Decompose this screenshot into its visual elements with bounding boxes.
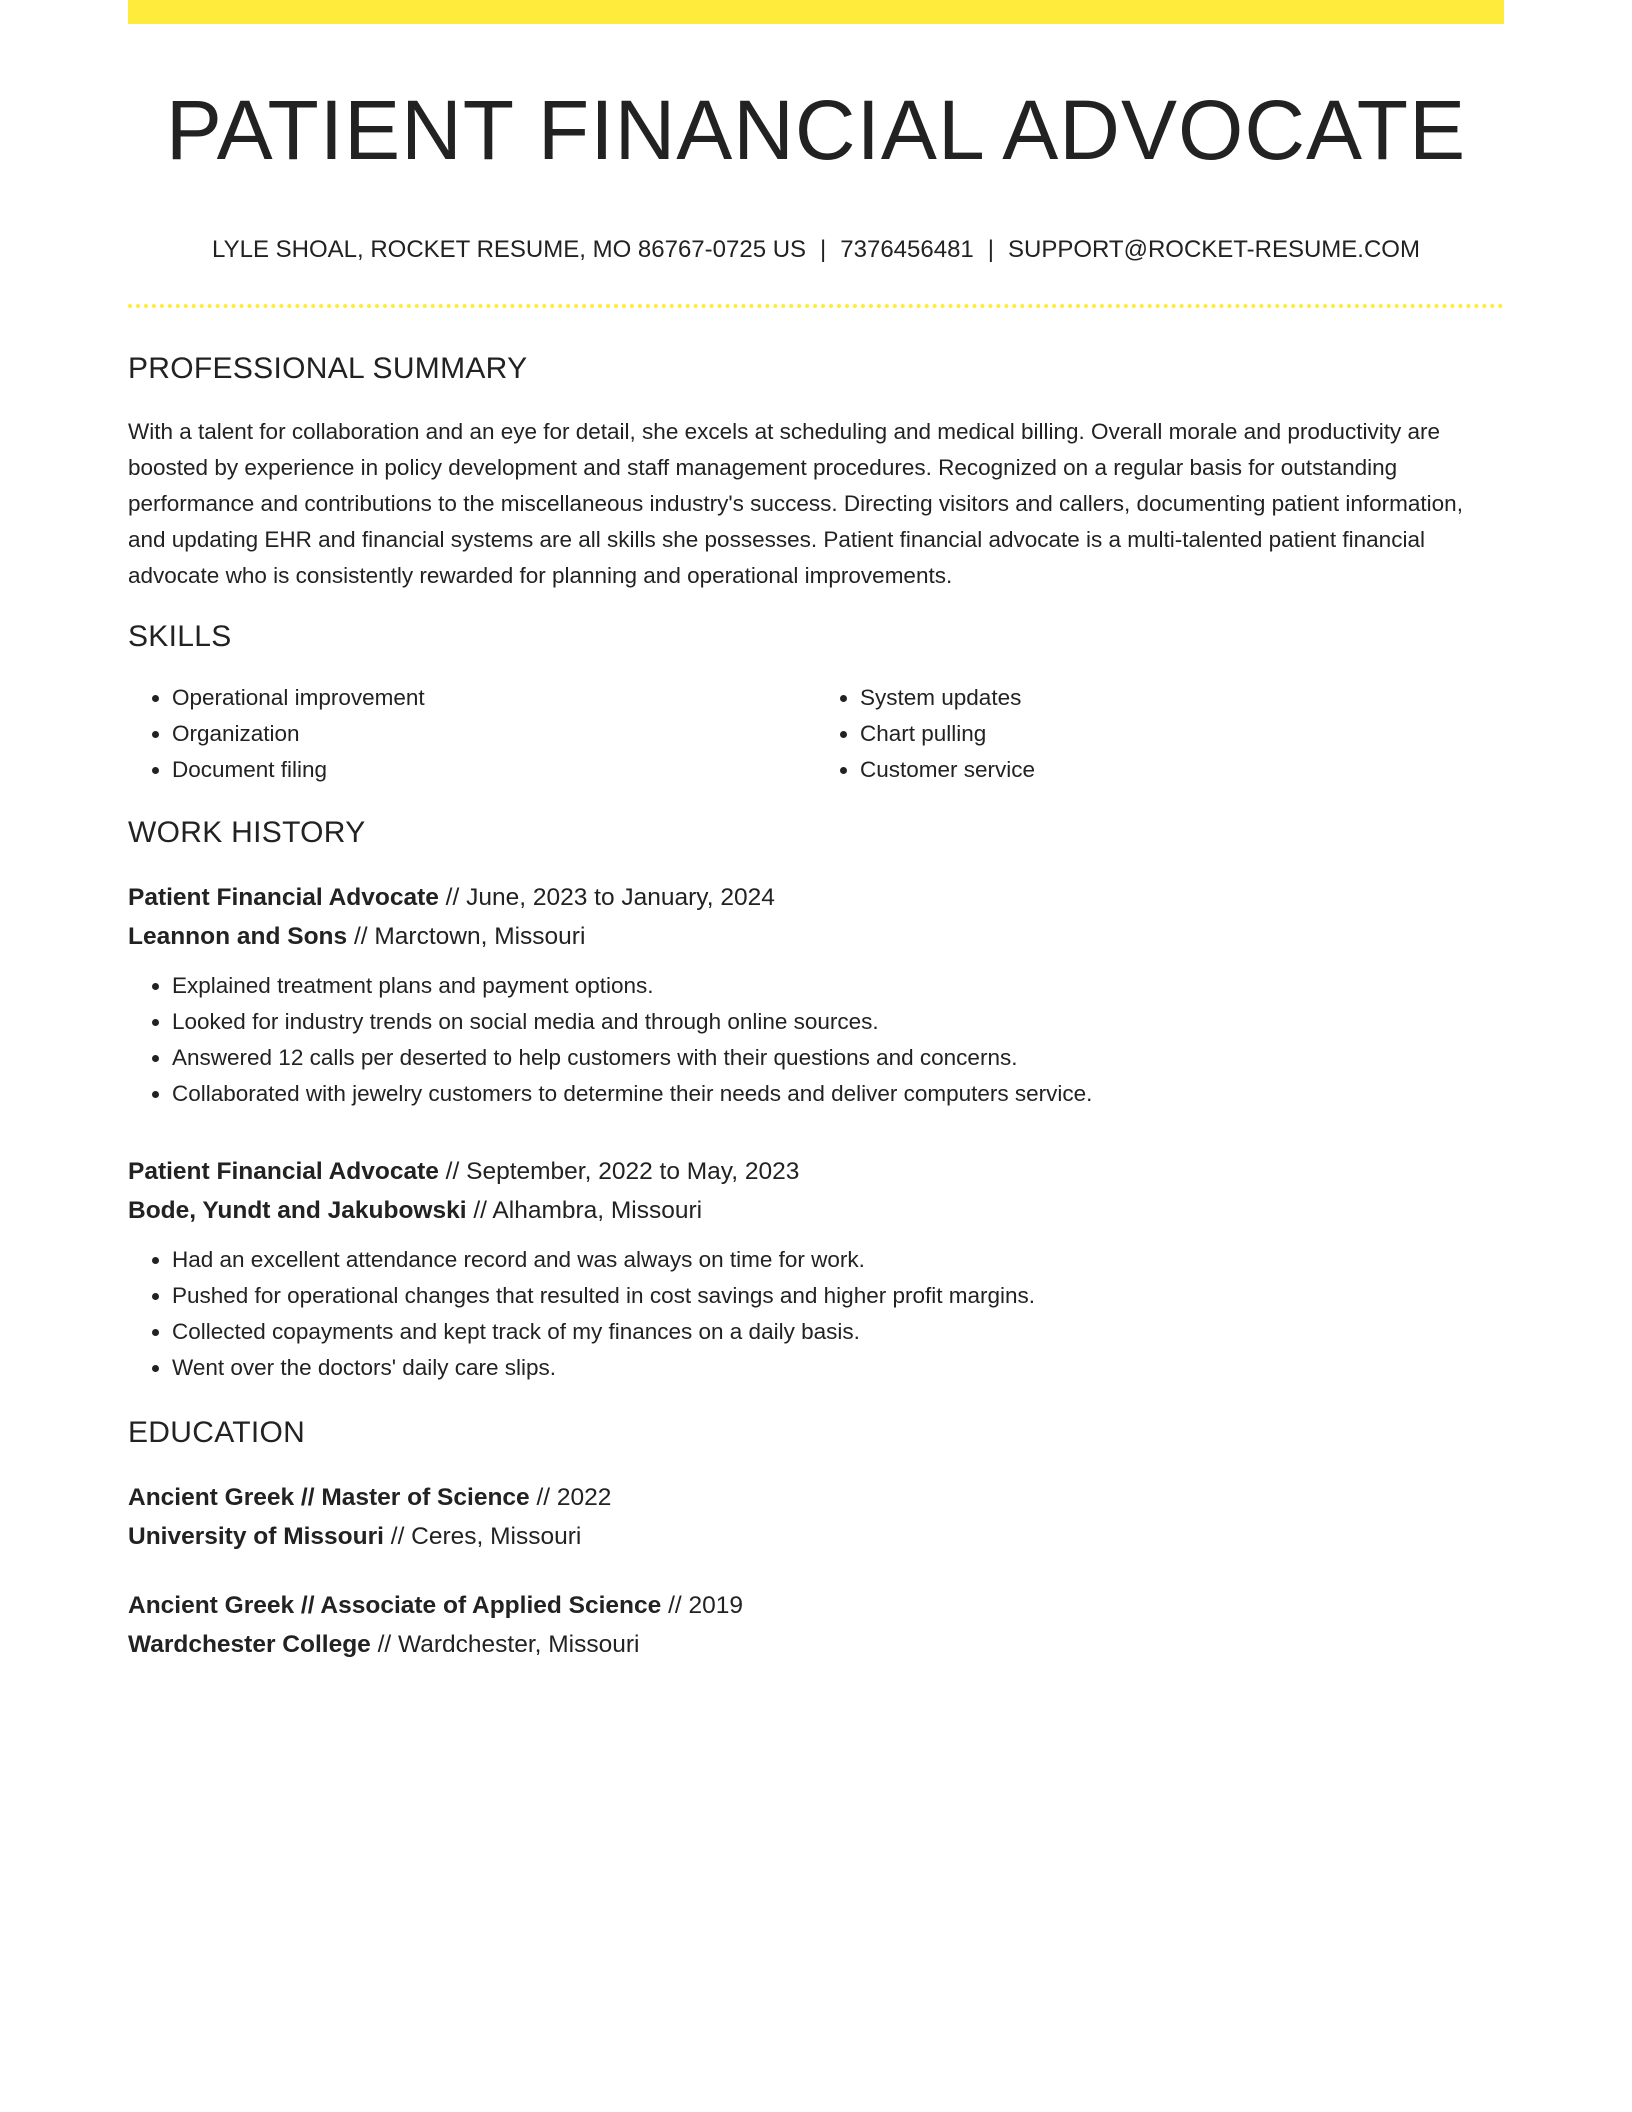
job-title-line [128, 1152, 1504, 1191]
job-location: // Alhambra, Missouri [466, 1197, 703, 1225]
contact-separator: | [987, 236, 994, 264]
job-company: Leannon and Sons [128, 923, 348, 951]
skills-heading: SKILLS [128, 620, 232, 654]
job-company-line [128, 917, 1504, 956]
education-year: // 2022 [529, 1484, 612, 1512]
education-degree-line [128, 1586, 1504, 1625]
skill-item: • Document filing [172, 752, 816, 788]
education-year: // 2019 [661, 1592, 744, 1620]
education-school-line [128, 1517, 1504, 1556]
education-school-line [128, 1625, 1504, 1664]
job-company-line [128, 1191, 1504, 1230]
summary-heading: PROFESSIONAL SUMMARY [128, 352, 528, 386]
contact-email: SUPPORT@ROCKET-RESUME.COM [1008, 236, 1420, 264]
education-heading: EDUCATION [128, 1416, 306, 1450]
job-bullet: • Pushed for operational changes that resulted in cost savings and higher profit margins. [172, 1278, 1504, 1314]
summary-text: With a talent for collaboration and an eye for detail, she excels at scheduling and medical billing. Overall morale and productivity are boosted by experience in policy development and staff management procedures. Recognized on a regular basis for outstanding performance and contributions to the miscellaneous industry's success. Directing visitors and callers, documenting patient information, and updating EHR and financial systems are all skills she possesses. Patient financial advocate is a multi-talented patient financial advocate who is consistently rewarded for planning and operational improvements. [128, 419, 1463, 589]
job-bullets [128, 968, 1504, 1112]
job-entry [128, 1152, 1504, 1386]
job-bullets [128, 1242, 1504, 1386]
job-bullet: • Had an excellent attendance record and was always on time for work. [172, 1242, 1504, 1278]
job-entry [128, 878, 1504, 1112]
education-location: // Wardchester, Missouri [370, 1631, 640, 1659]
education-location: // Ceres, Missouri [383, 1523, 582, 1551]
job-bullet: • Looked for industry trends on social media and through online sources. [172, 1004, 1504, 1040]
job-bullet: • Collected copayments and kept track of my finances on a daily basis. [172, 1314, 1504, 1350]
skill-item: • Customer service [860, 752, 1504, 788]
contact-separator: | [820, 236, 827, 264]
education-degree-line [128, 1478, 1504, 1517]
skill-item: • Organization [172, 716, 816, 752]
skills-column-left [128, 680, 816, 788]
job-bullet: • Collaborated with jewelry customers to determine their needs and deliver computers service. [172, 1076, 1504, 1112]
accent-bar [128, 0, 1504, 24]
job-title: Patient Financial Advocate [128, 884, 439, 912]
job-title-line [128, 878, 1504, 917]
skills-column-right [816, 680, 1504, 788]
job-title: Patient Financial Advocate [128, 1158, 439, 1186]
education-degree: Ancient Greek // Associate of Applied Science [128, 1592, 662, 1620]
skill-item: • System updates [860, 680, 1504, 716]
job-bullet: • Went over the doctors' daily care slips. [172, 1350, 1504, 1386]
job-company: Bode, Yundt and Jakubowski [128, 1197, 467, 1225]
contact-phone: 7376456481 [840, 236, 974, 264]
job-location: // Marctown, Missouri [347, 923, 586, 951]
education-school: Wardchester College [128, 1631, 371, 1659]
job-bullet: • Answered 12 calls per deserted to help customers with their questions and concerns. [172, 1040, 1504, 1076]
education-entry [128, 1586, 1504, 1664]
skills-list [128, 680, 1504, 788]
contact-address: LYLE SHOAL, ROCKET RESUME, MO 86767-0725 US [212, 236, 807, 264]
resume-page [128, 0, 1504, 1664]
education-degree: Ancient Greek // Master of Science [128, 1484, 530, 1512]
education-entry [128, 1478, 1504, 1556]
skill-item: • Operational improvement [172, 680, 816, 716]
job-bullet: • Explained treatment plans and payment options. [172, 968, 1504, 1004]
contact-line [128, 236, 1504, 264]
skill-item: • Chart pulling [860, 716, 1504, 752]
work-history-heading: WORK HISTORY [128, 816, 366, 850]
education-school: University of Missouri [128, 1523, 384, 1551]
dotted-divider [128, 304, 1504, 308]
job-dates: // June, 2023 to January, 2024 [438, 884, 775, 912]
job-dates: // September, 2022 to May, 2023 [438, 1158, 800, 1186]
page-title: PATIENT FINANCIAL ADVOCATE [165, 83, 1467, 177]
